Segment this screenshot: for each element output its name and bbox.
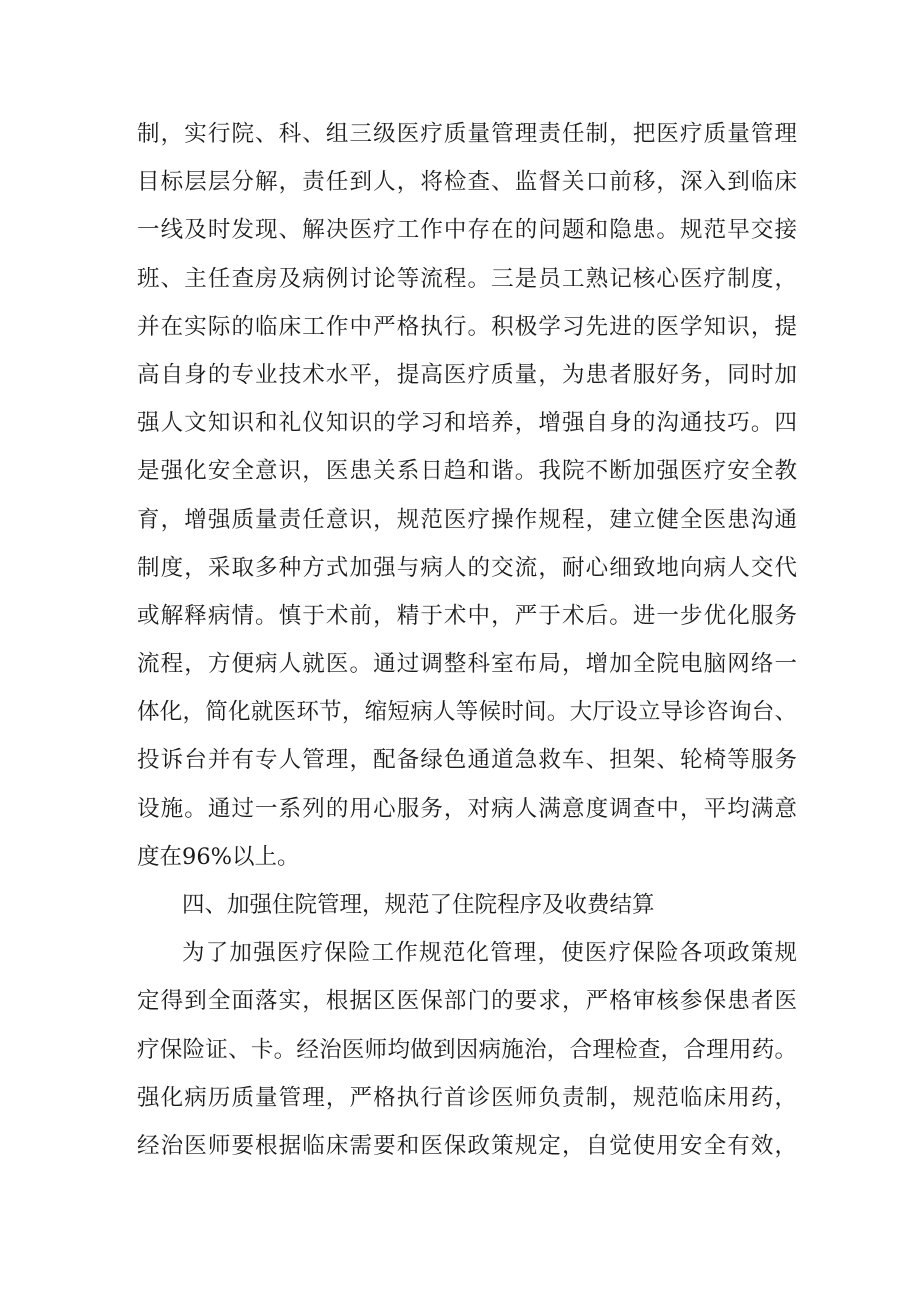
paragraph-line: 班、主任查房及病例讨论等流程。三是员工熟记核心医疗制度， [137, 265, 797, 292]
paragraph-line: 定得到全面落实，根据区医保部门的要求，严格审核参保患者医 [137, 988, 797, 1015]
paragraph-line: 度在96%以上。 [137, 843, 300, 870]
paragraph-line: 高自身的专业技术水平，提高医疗质量，为患者服好务，同时加 [137, 361, 797, 388]
paragraph-line: 制度，采取多种方式加强与病人的交流，耐心细致地向病人交代 [137, 554, 797, 581]
paragraph-line: 制，实行院、科、组三级医疗质量管理责任制，把医疗质量管理 [137, 121, 797, 147]
paragraph-line: 目标层层分解，责任到人，将检查、监督关口前移，深入到临床 [137, 169, 797, 196]
paragraph-line: 强化病历质量管理，严格执行首诊医师负责制，规范临床用药， [137, 1084, 797, 1111]
paragraph-line: 强人文知识和礼仪知识的学习和培养，增强自身的沟通技巧。四 [137, 410, 797, 437]
paragraph-line: 疗保险证、卡。经治医师均做到因病施治，合理检查，合理用药。 [137, 1036, 797, 1063]
section-heading: 四、加强住院管理，规范了住院程序及收费结算 [182, 892, 655, 918]
document-body [137, 110, 797, 1170]
paragraph-line: 一线及时发现、解决医疗工作中存在的问题和隐患。规范早交接 [137, 217, 797, 244]
paragraph-line: 或解释病情。慎于术前，精于术中，严于术后。进一步优化服务 [137, 602, 797, 629]
paragraph-line: 并在实际的临床工作中严格执行。积极学习先进的医学知识，提 [137, 313, 797, 340]
paragraph-line: 投诉台并有专人管理，配备绿色通道急救车、担架、轮椅等服务 [137, 747, 797, 774]
paragraph-line: 经治医师要根据临床需要和医保政策规定，自觉使用安全有效， [137, 1132, 797, 1159]
paragraph-line: 育，增强质量责任意识，规范医疗操作规程，建立健全医患沟通 [137, 506, 797, 533]
paragraph-line: 是强化安全意识，医患关系日趋和谐。我院不断加强医疗安全教 [137, 458, 797, 485]
paragraph-line: 体化，简化就医环节，缩短病人等候时间。大厅设立导诊咨询台、 [137, 699, 797, 726]
paragraph-line: 为了加强医疗保险工作规范化管理，使医疗保险各项政策规 [182, 940, 797, 967]
paragraph-line: 流程，方便病人就医。通过调整科室布局，增加全院电脑网络一 [137, 651, 797, 678]
paragraph-line: 设施。通过一系列的用心服务，对病人满意度调查中，平均满意 [137, 795, 797, 822]
